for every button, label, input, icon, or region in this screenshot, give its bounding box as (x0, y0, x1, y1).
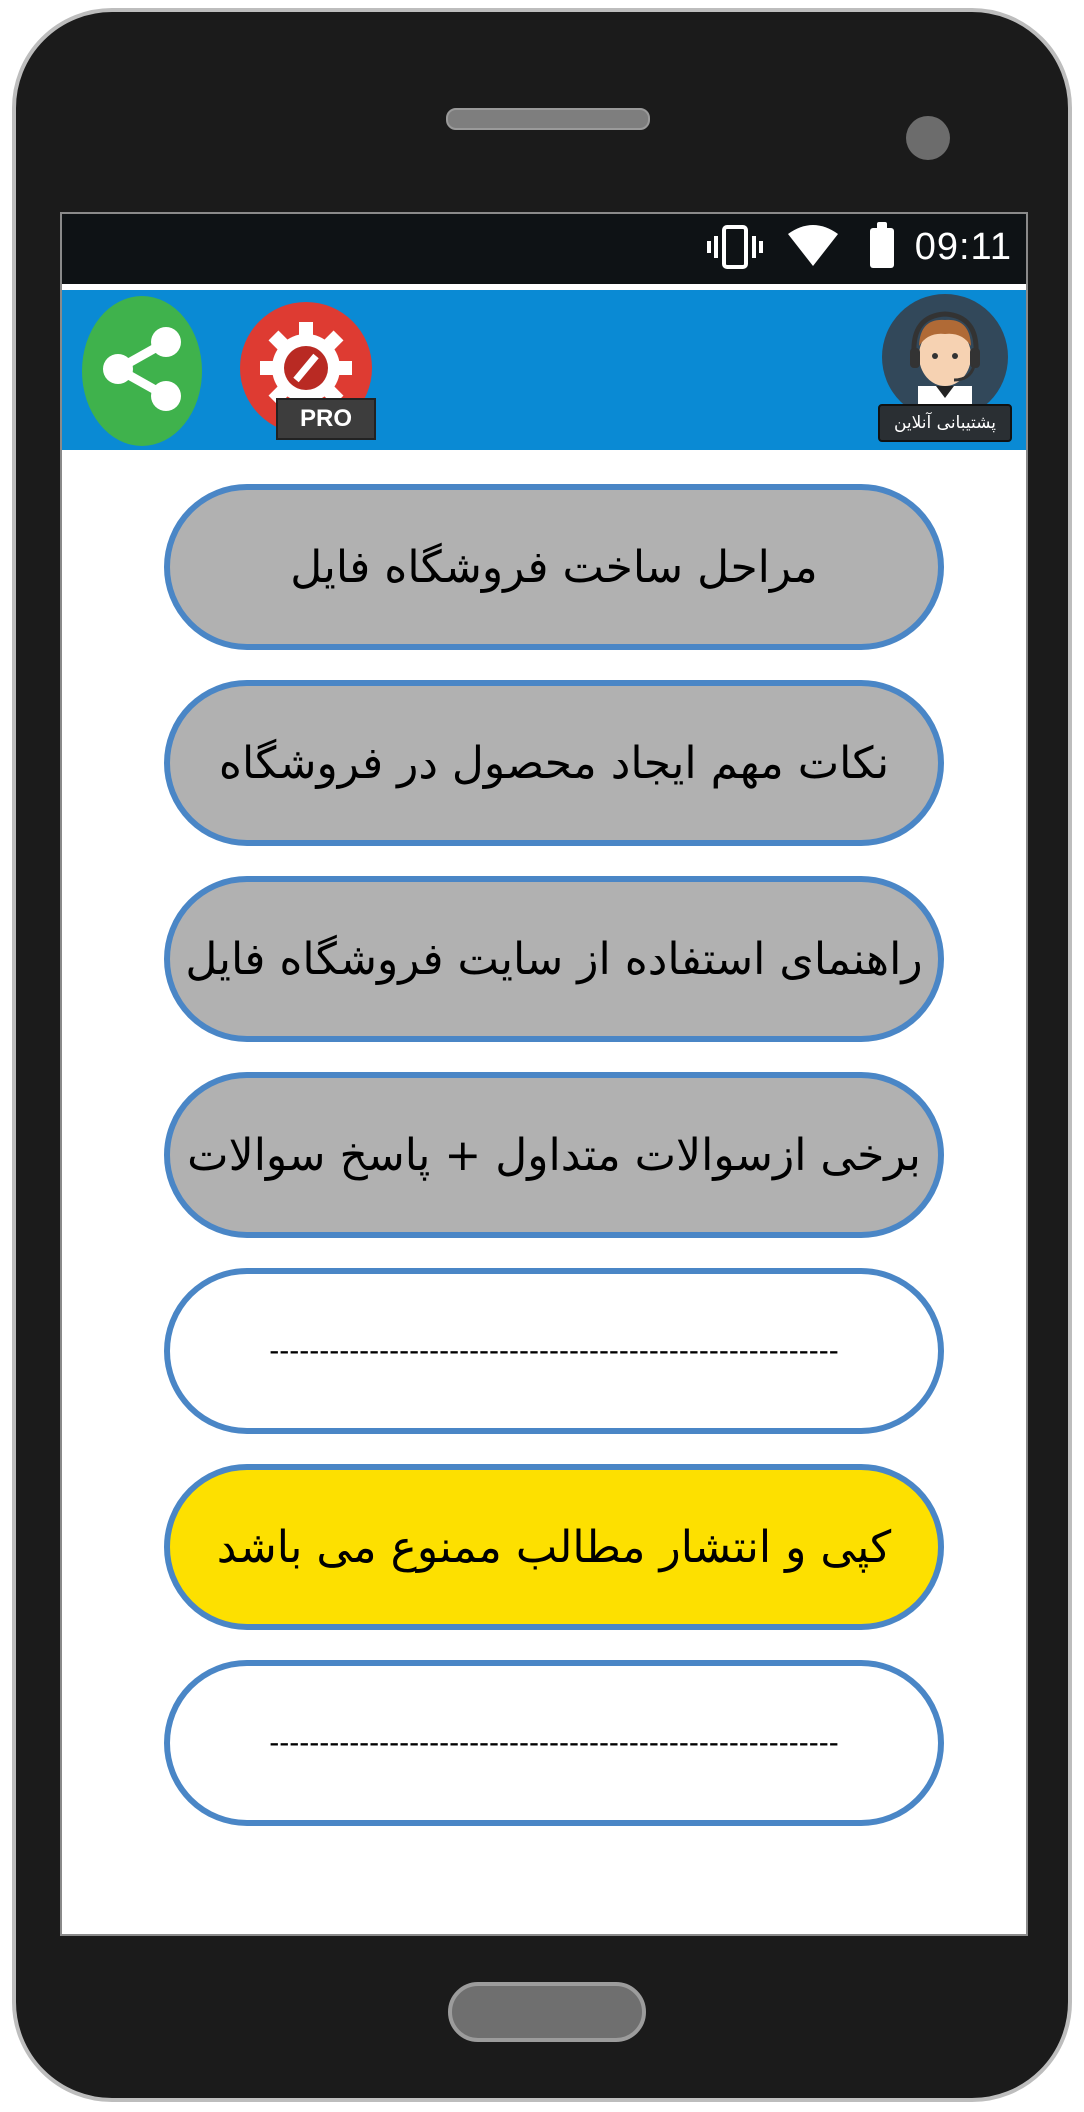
phone-speaker (446, 108, 650, 130)
status-clock: 09:11 (914, 226, 1012, 268)
battery-icon (870, 228, 894, 268)
pro-version-button[interactable] (240, 302, 380, 442)
app-screen (60, 212, 1028, 1936)
phone-camera (906, 116, 950, 160)
menu-button-faq[interactable]: برخی ازسوالات متداول + پاسخ سوالات (164, 1072, 944, 1238)
share-icon (98, 324, 188, 414)
status-bar (62, 214, 1026, 284)
app-bar (62, 290, 1026, 450)
vibrate-icon (706, 224, 764, 270)
online-support-button[interactable] (878, 294, 1012, 444)
wifi-icon (786, 224, 840, 268)
support-agent-icon (882, 294, 1008, 420)
menu-button-site-guide[interactable]: راهنمای استفاده از سایت فروشگاه فایل (164, 876, 944, 1042)
phone-home-button[interactable] (448, 1982, 646, 2042)
phone-frame (12, 8, 1072, 2102)
pro-badge: PRO (276, 398, 376, 440)
menu-button-store-steps[interactable]: مراحل ساخت فروشگاه فایل (164, 484, 944, 650)
share-button[interactable] (82, 296, 202, 446)
menu-button-divider-1[interactable]: --------------------------------------------------------- (164, 1268, 944, 1434)
menu-button-product-tips[interactable]: نکات مهم ایجاد محصول در فروشگاه (164, 680, 944, 846)
support-label: پشتیبانی آنلاین (878, 404, 1012, 442)
menu-button-copyright-notice[interactable]: کپی و انتشار مطالب ممنوع می باشد (164, 1464, 944, 1630)
menu-button-divider-2[interactable]: --------------------------------------------------------- (164, 1660, 944, 1826)
